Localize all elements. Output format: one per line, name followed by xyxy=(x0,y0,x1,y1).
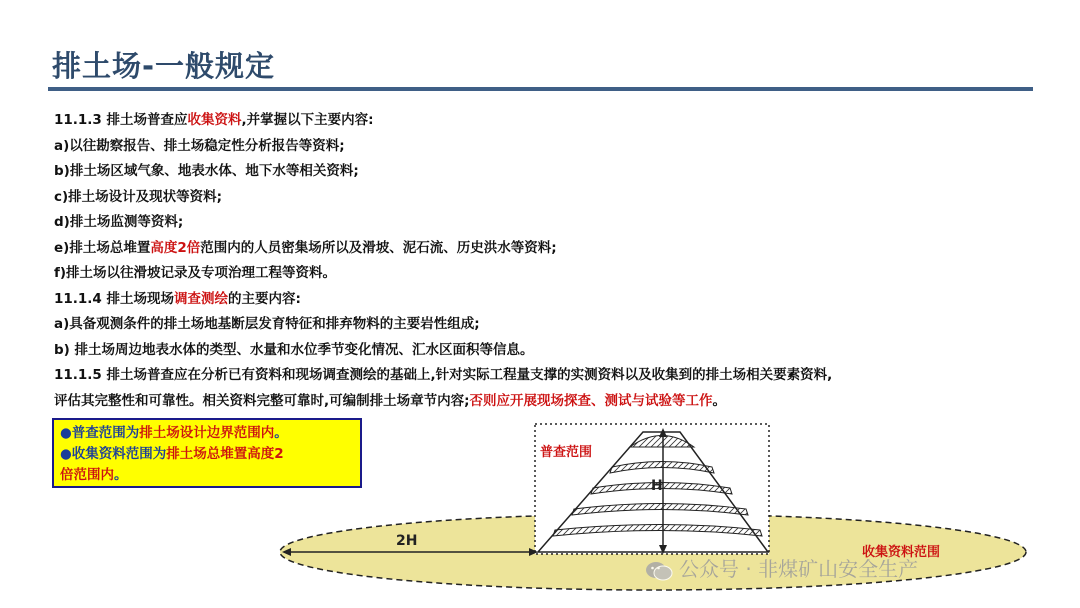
list-item: a)具备观测条件的排土场地基断层发育特征和排弃物料的主要岩性组成; xyxy=(54,316,480,332)
watermark-text: 公众号 · 非煤矿山安全生产 xyxy=(679,557,919,581)
clause-text-segment: 范围内的人员密集场所以及滑坡、泥石流、历史洪水等资料; xyxy=(200,239,557,256)
list-item: a)以往勘察报告、排土场稳定性分析报告等资料; xyxy=(54,137,345,154)
clause-text-segment: ,并掌握以下主要内容: xyxy=(241,112,374,128)
note-text: 。 xyxy=(274,425,288,441)
survey-range-label: 普查范围 xyxy=(540,445,593,460)
watermark xyxy=(645,553,918,582)
clause-text-segment: 的主要内容: xyxy=(228,290,301,307)
width-label: 2H xyxy=(396,533,418,549)
clause-text-segment: 11.1.4 排土场现场 xyxy=(54,290,175,307)
list-item: c)排土场设计及现状等资料; xyxy=(54,188,223,205)
page-title: 排土场-一般规定 xyxy=(52,49,276,83)
list-item: d)排土场监测等资料; xyxy=(54,214,184,230)
highlight-field-work: 否则应开展现场探查、测试与试验等工作 xyxy=(469,392,713,409)
clause-text-segment: 。 xyxy=(712,392,727,409)
list-item: b)排土场区域气象、地表水体、地下水等相关资料; xyxy=(54,163,359,179)
highlight-survey: 调查测绘 xyxy=(174,290,229,307)
note-highlight: 倍范围内 xyxy=(60,467,114,483)
clause-text-segment: 评估其完整性和可靠性。相关资料完整可靠时,可编制排土场章节内容; xyxy=(54,392,470,409)
note-highlight: 排土场设计边界范围内 xyxy=(139,425,275,441)
collection-range-label: 收集资料范围 xyxy=(862,545,941,560)
note-text: ●普查范围为 xyxy=(60,425,140,441)
height-label: H xyxy=(651,478,663,494)
wechat-icon xyxy=(645,560,673,582)
note-text: ●收集资料范围为 xyxy=(60,446,167,462)
note-text: 。 xyxy=(114,467,128,483)
list-item: f)排土场以往滑坡记录及专项治理工程等资料。 xyxy=(54,265,337,281)
clause-text-segment: e)排土场总堆置 xyxy=(54,239,151,256)
list-item: b) 排土场周边地表水体的类型、水量和水位季节变化情况、汇水区面积等信息。 xyxy=(54,341,534,358)
highlight-collect-data: 收集资料 xyxy=(187,112,242,128)
highlight-height-2x: 高度2倍 xyxy=(150,239,201,256)
note-highlight: 排土场总堆置高度2 xyxy=(166,446,284,462)
clause-text-segment: 11.1.3 排土场普查应 xyxy=(54,112,188,128)
clause-11-1-5: 11.1.5 排土场普查应在分析已有资料和现场调查测绘的基础上,针对实际工程量支撑的实测资料以及收集到的排土场相关要素资料, xyxy=(54,367,833,383)
